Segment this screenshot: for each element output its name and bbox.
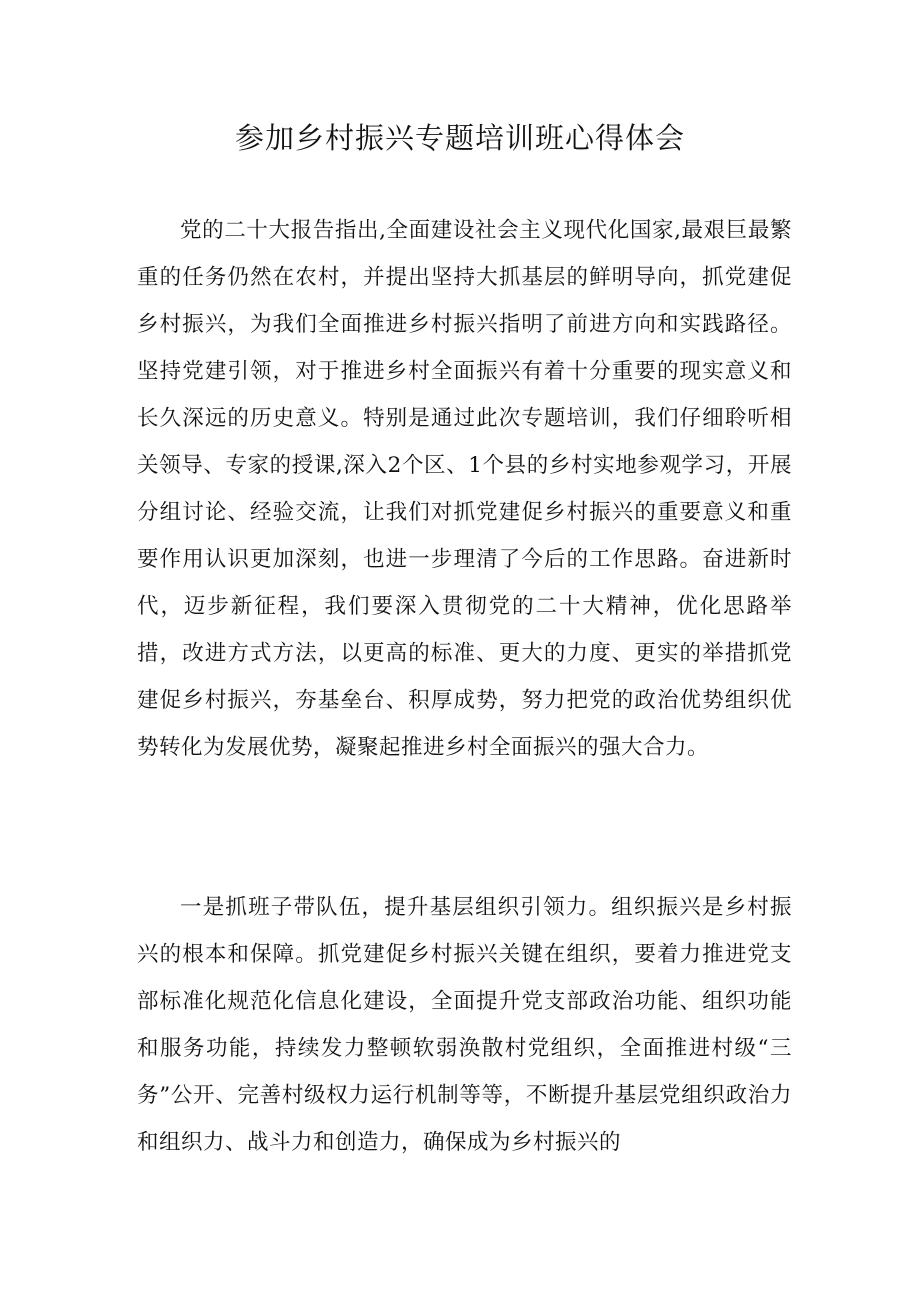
paragraph-intro: 党的二十大报告指出,全面建设社会主义现代化国家,最艰巨最繁重的任务仍然在农村，并提出坚持大抓基层的鲜明导向，抓党建促乡村振兴，为我们全面推进乡村振兴指明了前进方向和实践路径。坚持党建引领，对于推进乡村全面振兴有着十分重要的现实意义和长久深远的历史意义。特别是通过此次专题培训，我们仔细聆听相关领导、专家的授课,深入2个区、1个县的乡村实地参观学习，开展分组讨论、经验交流，让我们对抓党建促乡村振兴的重要意义和重要作用认识更加深刻，也进一步理清了今后的工作思路。奋进新时代，迈步新征程，我们要深入贯彻党的二十大精神，优化思路举措，改进方式方法，以更高的标准、更大的力度、更实的举措抓党建促乡村振兴，夯基垒台、积厚成势，努力把党的政治优势组织优势转化为发展优势，凝聚起推进乡村全面振兴的强大合力。: [137, 218, 792, 760]
document-title: 参加乡村振兴专题培训班心得体会: [234, 121, 685, 155]
paragraph-first-point: 一是抓班子带队伍，提升基层组织引领力。组织振兴是乡村振兴的根本和保障。抓党建促乡村振兴关键在组织，要着力推进党支部标准化规范化信息化建设，全面提升党支部政治功能、组织功能和服务功能，持续发力整顿软弱涣散村党组织，全面推进村级“三务”公开、完善村级权力运行机制等等，不断提升基层党组织政治力和组织力、战斗力和创造力，确保成为乡村振兴的: [137, 895, 792, 1155]
